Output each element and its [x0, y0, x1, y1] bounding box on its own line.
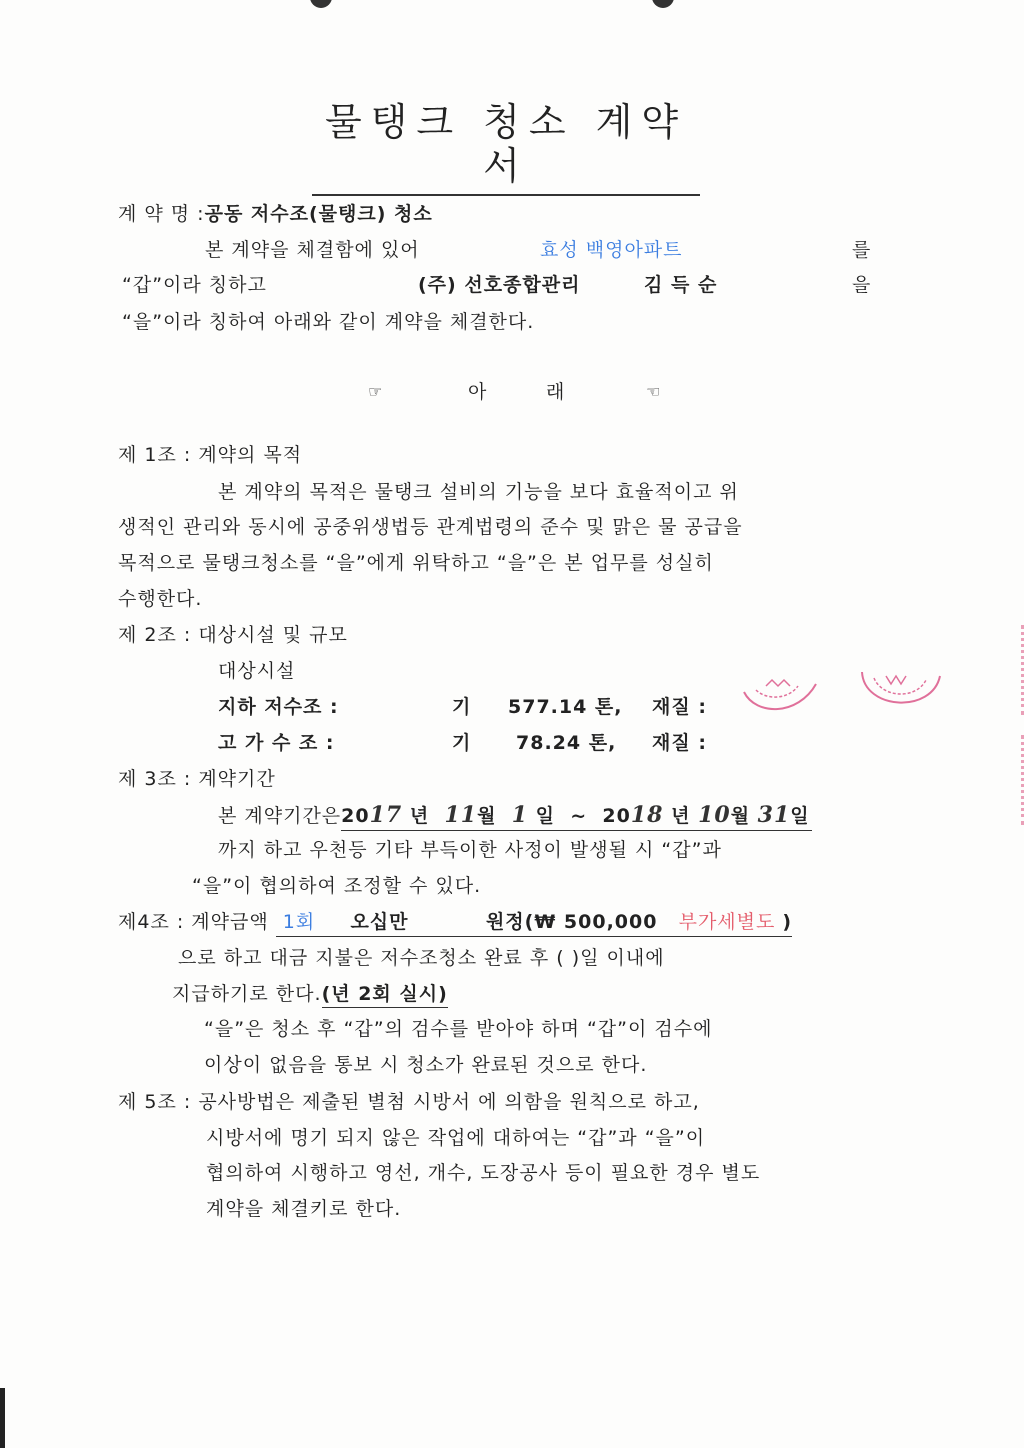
stamp-edge-mark [1013, 625, 1024, 715]
intro-particle: 를 [852, 239, 872, 261]
article-4-text: “을”은 청소 후 “갑”의 검수를 받아야 하며 “갑”이 검수에 [204, 1018, 713, 1040]
pointing-left-icon: ☜ [646, 382, 662, 401]
amount-numeric: 원정(₩ 500,000 [485, 911, 658, 933]
article-1-text: 수행한다. [118, 588, 203, 610]
article-1-heading: 제 1조 : 계약의 목적 [118, 444, 303, 466]
below-heading-b: 래 [546, 381, 566, 403]
end-day-handwritten: 31 [757, 802, 791, 828]
article-5-text: 협의하여 시행하고 영선, 개수, 도장공사 등이 필요한 경우 별도 [206, 1162, 761, 1184]
scan-edge-mark [0, 1388, 5, 1448]
amount-close-paren: ) [782, 911, 793, 933]
month-label: 월 [477, 805, 497, 827]
end-month-handwritten: 10 [698, 802, 731, 828]
cleaning-frequency: (년 2회 실시) [322, 983, 448, 1008]
article-1-text: 목적으로 물탱크청소를 “을”에게 위탁하고 “을”은 본 업무를 성실히 [118, 552, 714, 574]
contract-name-value: 공동 저수조(물탱크) 청소 [204, 203, 433, 225]
start-year-handwritten: 17 [369, 802, 403, 828]
year-label: 년 [409, 805, 430, 827]
pointing-right-icon: ☞ [368, 382, 384, 401]
below-heading-a: 아 [468, 381, 488, 403]
seal-stamp [858, 658, 944, 716]
elevated-tank-label: 고 가 수 조 : [218, 732, 335, 754]
article-4-text: 이상이 없음을 통보 시 청소가 완료된 것으로 한다. [204, 1054, 648, 1076]
punch-hole [310, 0, 332, 8]
article-5-heading: 제 5조 : 공사방법은 제출된 별첨 시방서 에 의함을 원칙으로 하고, [118, 1091, 700, 1113]
article-3-text: 까지 하고 우천등 기타 부득이한 사정이 발생될 시 “갑”과 [218, 839, 722, 861]
elevated-tank-capacity: 78.24 톤, [516, 732, 617, 754]
elevated-tank-material: 재질 : [652, 732, 707, 754]
amount-korean: 오십만 [350, 911, 409, 933]
contract-amount [276, 910, 792, 937]
vat-excluded: 부가세별도 [678, 911, 776, 933]
end-year-handwritten: 18 [630, 802, 664, 828]
payment-times: 1회 [282, 911, 316, 933]
start-day-handwritten: 1 [511, 802, 528, 828]
stamp-edge-mark [1013, 735, 1024, 825]
month-label: 월 [730, 805, 751, 827]
article-4-text: 으로 하고 대금 지불은 저수조청소 완료 후 ( )일 이내에 [178, 947, 665, 969]
elevated-tank-ki: 기 [452, 732, 472, 754]
contract-name-row [118, 202, 433, 226]
start-month-handwritten: 11 [444, 802, 478, 828]
underground-tank-material: 재질 : [652, 696, 707, 718]
article-2-subheading: 대상시설 [218, 660, 296, 682]
year-label: 년 [671, 805, 691, 827]
article-1-text: 생적인 관리와 동시에 공중위생법등 관계법령의 준수 및 맑은 물 공급을 [118, 516, 743, 538]
party-a-name: 효성 백영아파트 [540, 239, 683, 261]
seal-stamp [736, 660, 826, 716]
end-year-prefix: 20 [602, 805, 631, 827]
intro-line-3: “을”이라 칭하여 아래와 같이 계약을 체결한다. [122, 311, 535, 333]
start-year-prefix: 20 [341, 805, 370, 827]
article-4-heading: 제4조 : 계약금액 [118, 911, 269, 933]
contract-period-lead: 본 계약기간은 [218, 805, 342, 827]
contract-name-label: 계 약 명 : [118, 203, 205, 225]
contract-period-dates [341, 803, 811, 831]
article-5-text: 시방서에 명기 되지 않은 작업에 대하여는 “갑”과 “을”이 [206, 1127, 706, 1149]
intro-particle: 을 [852, 274, 872, 296]
party-b-company: (주) 선호종합관리 [418, 274, 581, 296]
underground-tank-ki: 기 [452, 696, 472, 718]
article-2-heading: 제 2조 : 대상시설 및 규모 [118, 624, 348, 646]
day-label: 일 [535, 805, 555, 827]
contract-period-row [218, 803, 812, 831]
intro-line-1: 본 계약을 체결함에 있어 [205, 239, 420, 261]
article-3-text: “을”이 협의하여 조정할 수 있다. [192, 875, 482, 897]
party-b-representative: 김 득 순 [644, 274, 718, 296]
underground-tank-label: 지하 저수조 : [218, 696, 339, 718]
article-3-heading: 제 3조 : 계약기간 [118, 768, 276, 790]
day-label: 일 [790, 805, 810, 827]
punch-hole [652, 0, 674, 8]
article-4-text-row [172, 982, 448, 1006]
page-title: 물탱크 청소 계약서 [312, 100, 700, 196]
underground-tank-capacity: 577.14 톤, [508, 696, 623, 718]
range-tilde: ~ [570, 805, 588, 827]
article-4-heading-row [118, 910, 792, 937]
article-5-text: 계약을 체결키로 한다. [206, 1198, 402, 1220]
intro-line-2: “갑”이라 칭하고 [122, 274, 267, 296]
article-4-text: 지급하기로 한다. [172, 983, 322, 1005]
article-1-text: 본 계약의 목적은 물탱크 설비의 기능을 보다 효율적이고 위 [218, 481, 739, 503]
